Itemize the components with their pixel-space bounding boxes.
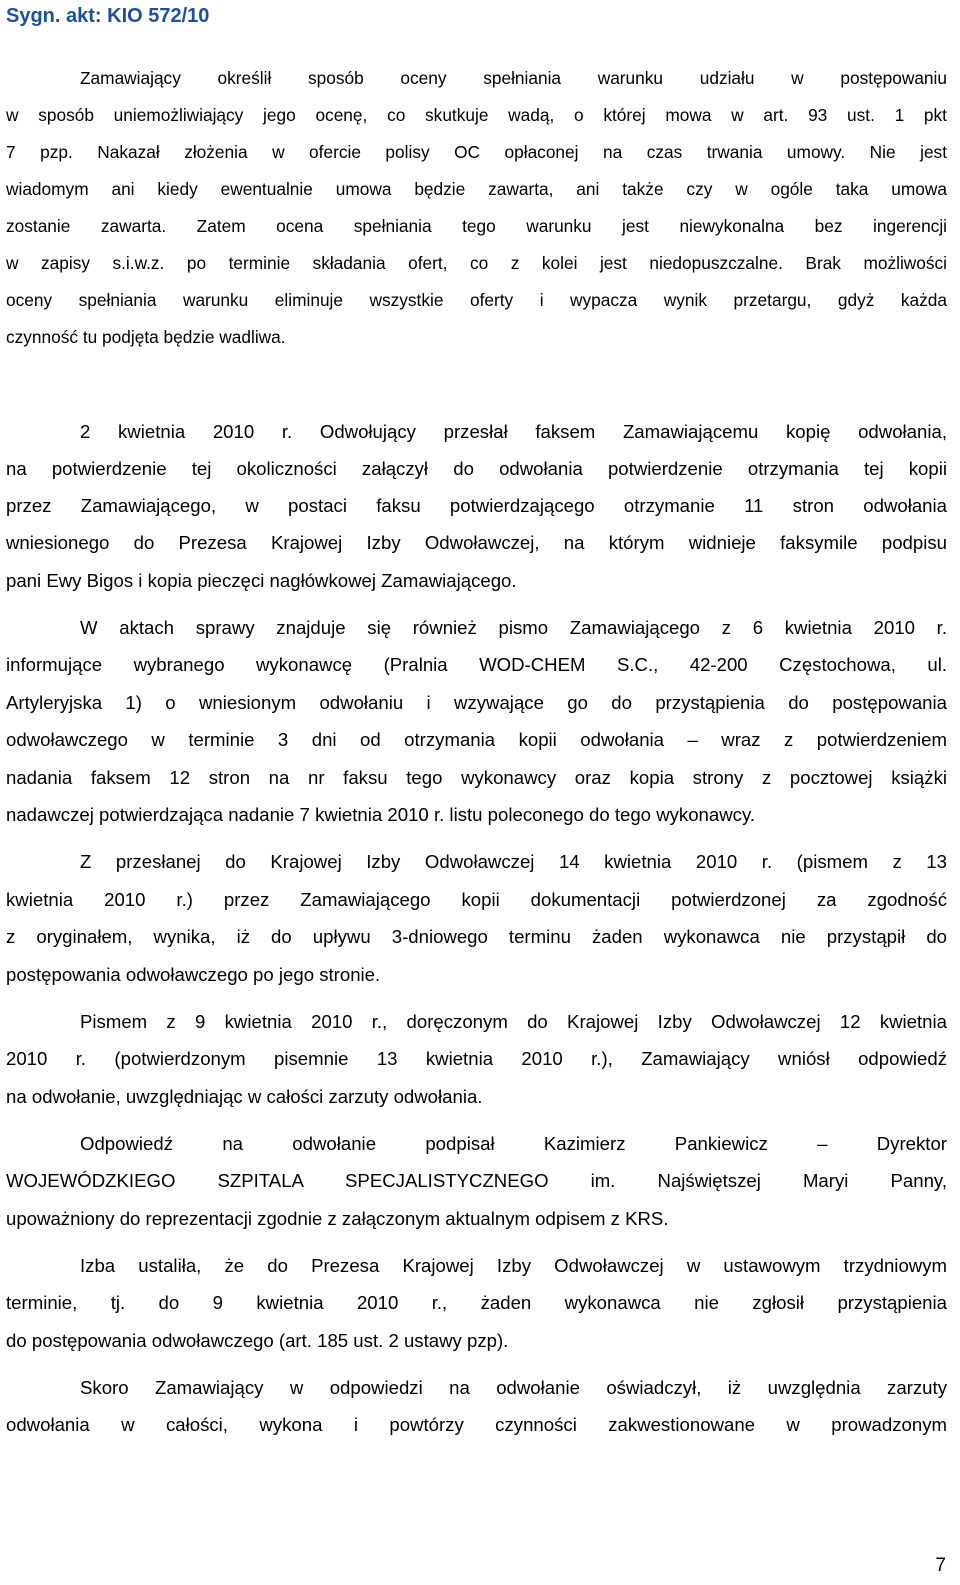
text-line: w sposób uniemożliwiający jego ocenę, co skutkuje wadą, o której mowa w art. 93 ust. 1 pkt: [6, 105, 947, 125]
page-number: 7: [935, 1555, 946, 1576]
text-line: WOJEWÓDZKIEGO SZPITALA SPECJALISTYCZNEGO im. Najświętszej Maryi Panny,: [6, 1170, 947, 1191]
text-line: Pismem z 9 kwietnia 2010 r., doręczonym do Krajowej Izby Odwoławczej 12 kwietnia: [80, 1011, 947, 1032]
text-line: odwoławczego w terminie 3 dni od otrzymania kopii odwołania – wraz z potwierdzeniem: [6, 729, 947, 750]
text-line: na odwołanie, uwzględniając w całości zarzuty odwołania.: [6, 1086, 483, 1107]
text-line: wiadomym ani kiedy ewentualnie umowa będzie zawarta, ani także czy w ogóle taka umowa: [6, 179, 947, 199]
text-line: oceny spełniania warunku eliminuje wszystkie oferty i wypacza wynik przetargu, gdyż każda: [6, 290, 947, 310]
text-line: nadawczej potwierdzająca nadanie 7 kwietnia 2010 r. listu poleconego do tego wykonawcy.: [6, 804, 756, 825]
text-line: pani Ewy Bigos i kopia pieczęci nagłówkowej Zamawiającego.: [6, 570, 517, 591]
text-line: Zamawiający określił sposób oceny spełniania warunku udziału w postępowaniu: [80, 68, 947, 88]
text-line: terminie, tj. do 9 kwietnia 2010 r., żaden wykonawca nie zgłosił przystąpienia: [6, 1292, 947, 1313]
text-line: przez Zamawiającego, w postaci faksu potwierdzającego otrzymanie 11 stron odwołania: [6, 495, 947, 516]
text-line: Izba ustaliła, że do Prezesa Krajowej Izby Odwoławczej w ustawowym trzydniowym: [80, 1255, 947, 1276]
text-line: upoważniony do reprezentacji zgodnie z załączonym aktualnym odpisem z KRS.: [6, 1208, 669, 1229]
text-line: W aktach sprawy znajduje się również pismo Zamawiającego z 6 kwietnia 2010 r.: [80, 617, 947, 638]
text-line: czynność tu podjęta będzie wadliwa.: [6, 327, 286, 347]
text-line: kwietnia 2010 r.) przez Zamawiającego kopii dokumentacji potwierdzonej za zgodność: [6, 889, 947, 910]
text-line: 2 kwietnia 2010 r. Odwołujący przesłał faksem Zamawiającemu kopię odwołania,: [80, 421, 947, 442]
text-line: informujące wybranego wykonawcę (Pralnia WOD-CHEM S.C., 42-200 Częstochowa, ul.: [6, 654, 947, 675]
text-line: z oryginałem, wynika, iż do upływu 3-dniowego terminu żaden wykonawca nie przystąpił do: [6, 926, 947, 947]
text-line: w zapisy s.i.w.z. po terminie składania ofert, co z kolei jest niedopuszczalne. Brak możliwości: [6, 253, 947, 273]
case-signature: Sygn. akt: KIO 572/10: [6, 5, 210, 27]
text-line: nadania faksem 12 stron na nr faksu tego wykonawcy oraz kopia strony z pocztowej książki: [6, 767, 947, 788]
text-line: 7 pzp. Nakazał złożenia w ofercie polisy OC opłaconej na czas trwania umowy. Nie jest: [6, 142, 947, 162]
text-line: wniesionego do Prezesa Krajowej Izby Odwoławczej, na którym widnieje faksymile podpisu: [6, 532, 947, 553]
text-line: Skoro Zamawiający w odpowiedzi na odwołanie oświadczył, iż uwzględnia zarzuty: [80, 1377, 947, 1398]
text-line: postępowania odwoławczego po jego stronie.: [6, 964, 381, 985]
text-line: Z przesłanej do Krajowej Izby Odwoławczej 14 kwietnia 2010 r. (pismem z 13: [80, 851, 947, 872]
text-line: Odpowiedź na odwołanie podpisał Kazimierz Pankiewicz – Dyrektor: [80, 1133, 947, 1154]
text-line: do postępowania odwoławczego (art. 185 ust. 2 ustawy pzp).: [6, 1330, 509, 1351]
text-line: zostanie zawarta. Zatem ocena spełniania tego warunku jest niewykonalna bez ingerencji: [6, 216, 947, 236]
text-line: odwołania w całości, wykona i powtórzy czynności zakwestionowane w prowadzonym: [6, 1414, 947, 1435]
text-line: na potwierdzenie tej okoliczności załączył do odwołania potwierdzenie otrzymania tej kopii: [6, 458, 947, 479]
text-line: 2010 r. (potwierdzonym pisemnie 13 kwietnia 2010 r.), Zamawiający wniósł odpowiedź: [6, 1048, 947, 1069]
text-line: Artyleryjska 1) o wniesionym odwołaniu i wzywające go do przystąpienia do postępowania: [6, 692, 947, 713]
